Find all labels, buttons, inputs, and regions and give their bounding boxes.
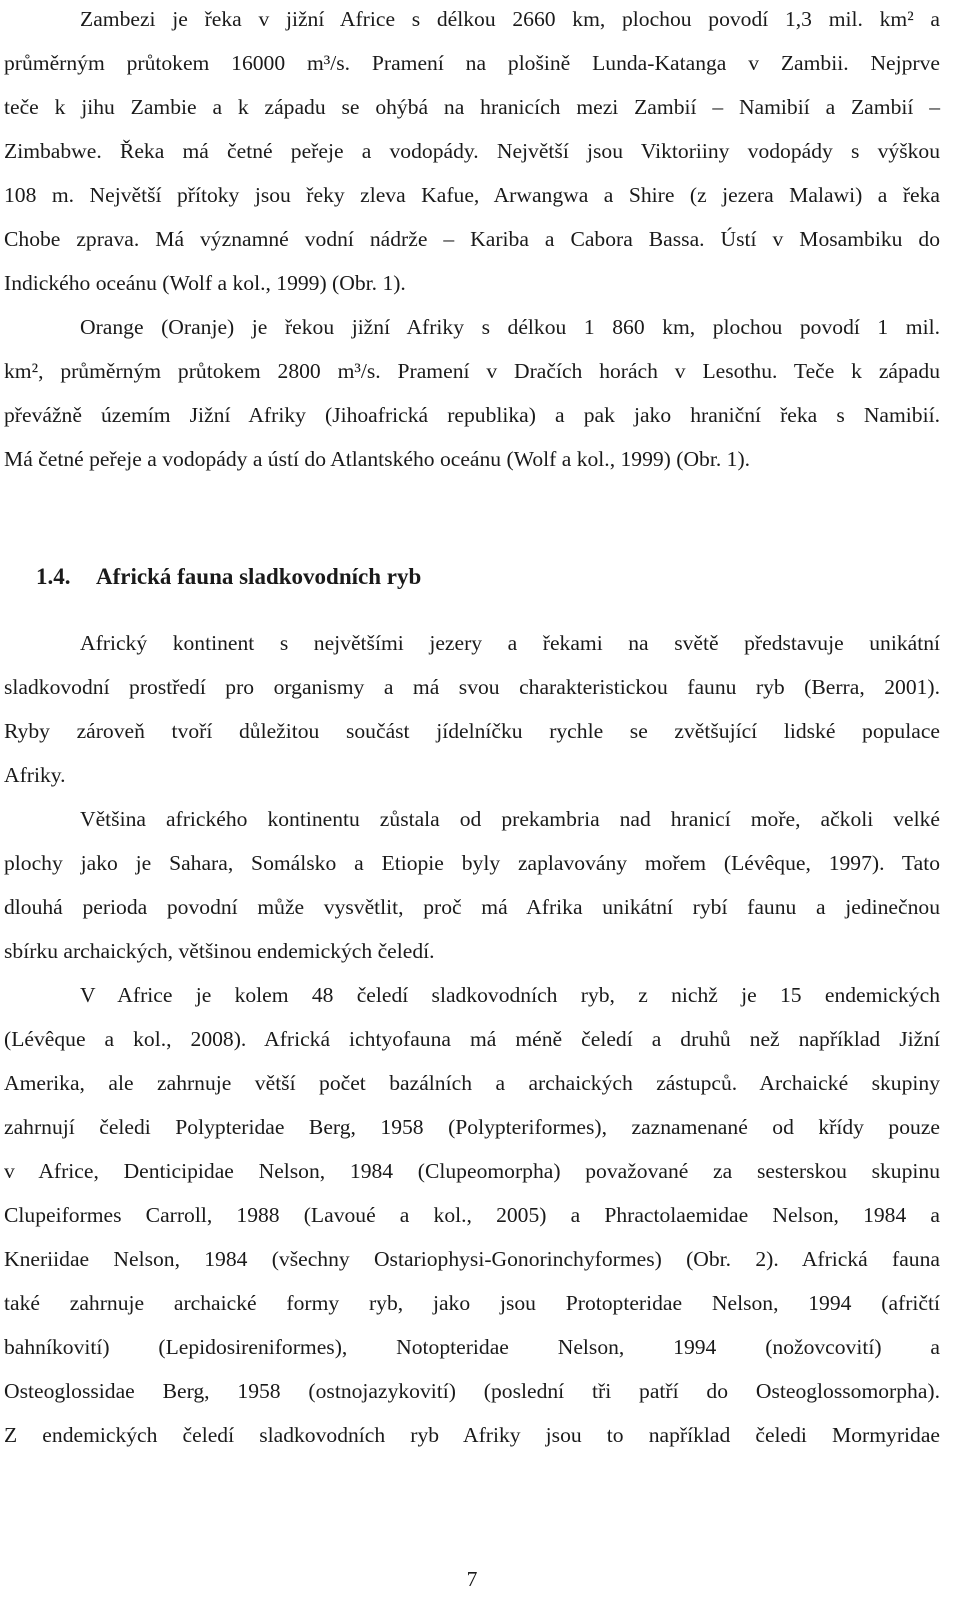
text-line: teče k jihu Zambie a k západu se ohýbá na hranicích mezi Zambií – Namibií a Zambií –: [4, 95, 940, 119]
text-line: Clupeiformes Carroll, 1988 (Lavoué a kol., 2005) a Phractolaemidae Nelson, 1984 a: [4, 1203, 940, 1227]
text-line: 108 m. Největší přítoky jsou řeky zleva Kafue, Arwangwa a Shire (z jezera Malawi) a řeka: [4, 183, 940, 207]
text-line: Afriky.: [4, 763, 66, 787]
text-line: Chobe zprava. Má významné vodní nádrže – Kariba a Cabora Bassa. Ústí v Mosambiku do: [4, 227, 940, 251]
section-number: 1.4.: [36, 564, 71, 589]
text-line: Orange (Oranje) je řekou jižní Afriky s délkou 1 860 km, plochou povodí 1 mil.: [80, 315, 940, 339]
section-heading: [36, 561, 421, 593]
page-number: 7: [466, 1567, 478, 1591]
text-line: průměrným průtokem 16000 m³/s. Pramení na plošině Lunda-Katanga v Zambii. Nejprve: [4, 51, 940, 75]
text-line: Africký kontinent s největšími jezery a řekami na světě představuje unikátní: [80, 631, 940, 655]
text-line: sladkovodní prostředí pro organismy a má svou charakteristickou faunu ryb (Berra, 2001).: [4, 675, 940, 699]
text-line: V Africe je kolem 48 čeledí sladkovodních ryb, z nichž je 15 endemických: [80, 983, 940, 1007]
text-line: dlouhá perioda povodní může vysvětlit, proč má Afrika unikátní rybí faunu a jedinečnou: [4, 895, 940, 919]
text-line: (Lévêque a kol., 2008). Africká ichtyofauna má méně čeledí a druhů než například Jižní: [4, 1027, 940, 1051]
text-line: Ryby zároveň tvoří důležitou součást jídelníčku rychle se zvětšující lidské populace: [4, 719, 940, 743]
text-line: také zahrnuje archaické formy ryb, jako jsou Protopteridae Nelson, 1994 (afričtí: [4, 1291, 940, 1315]
text-line: v Africe, Denticipidae Nelson, 1984 (Clupeomorpha) považované za sesterskou skupinu: [4, 1159, 940, 1183]
text-line: Kneriidae Nelson, 1984 (všechny Ostariophysi-Gonorinchyformes) (Obr. 2). Africká fauna: [4, 1247, 940, 1271]
text-line: bahníkovití) (Lepidosireniformes), Notopteridae Nelson, 1994 (nožovcovití) a: [4, 1335, 940, 1359]
text-line: Většina afrického kontinentu zůstala od prekambria nad hranicí moře, ačkoli velké: [80, 807, 940, 831]
text-line: Z endemických čeledí sladkovodních ryb Afriky jsou to například čeledi Mormyridae: [4, 1423, 940, 1447]
text-line: Má četné peřeje a vodopády a ústí do Atlantského oceánu (Wolf a kol., 1999) (Obr. 1).: [4, 447, 751, 471]
text-line: převážně územím Jižní Afriky (Jihoafrická republika) a pak jako hraniční řeka s Namibií.: [4, 403, 940, 427]
text-line: Zambezi je řeka v jižní Africe s délkou 2660 km, plochou povodí 1,3 mil. km² a: [80, 7, 940, 31]
text-line: zahrnují čeledi Polypteridae Berg, 1958 (Polypteriformes), zaznamenané od křídy pouze: [4, 1115, 940, 1139]
section-title: Africká fauna sladkovodních ryb: [96, 564, 422, 589]
text-line: km², průměrným průtokem 2800 m³/s. Pramení v Dračích horách v Lesothu. Teče k západu: [4, 359, 940, 383]
text-line: plochy jako je Sahara, Somálsko a Etiopie byly zaplavovány mořem (Lévêque, 1997). Tato: [4, 851, 940, 875]
text-line: Amerika, ale zahrnuje větší počet bazálních a archaických zástupců. Archaické skupiny: [4, 1071, 940, 1095]
text-line: Indického oceánu (Wolf a kol., 1999) (Obr. 1).: [4, 271, 406, 295]
text-line: Zimbabwe. Řeka má četné peřeje a vodopády. Největší jsou Viktoriiny vodopády s výškou: [4, 139, 940, 163]
text-line: sbírku archaických, většinou endemických čeledí.: [4, 939, 435, 963]
text-line: Osteoglossidae Berg, 1958 (ostnojazykovití) (poslední tři patří do Osteoglossomorpha).: [4, 1379, 940, 1403]
